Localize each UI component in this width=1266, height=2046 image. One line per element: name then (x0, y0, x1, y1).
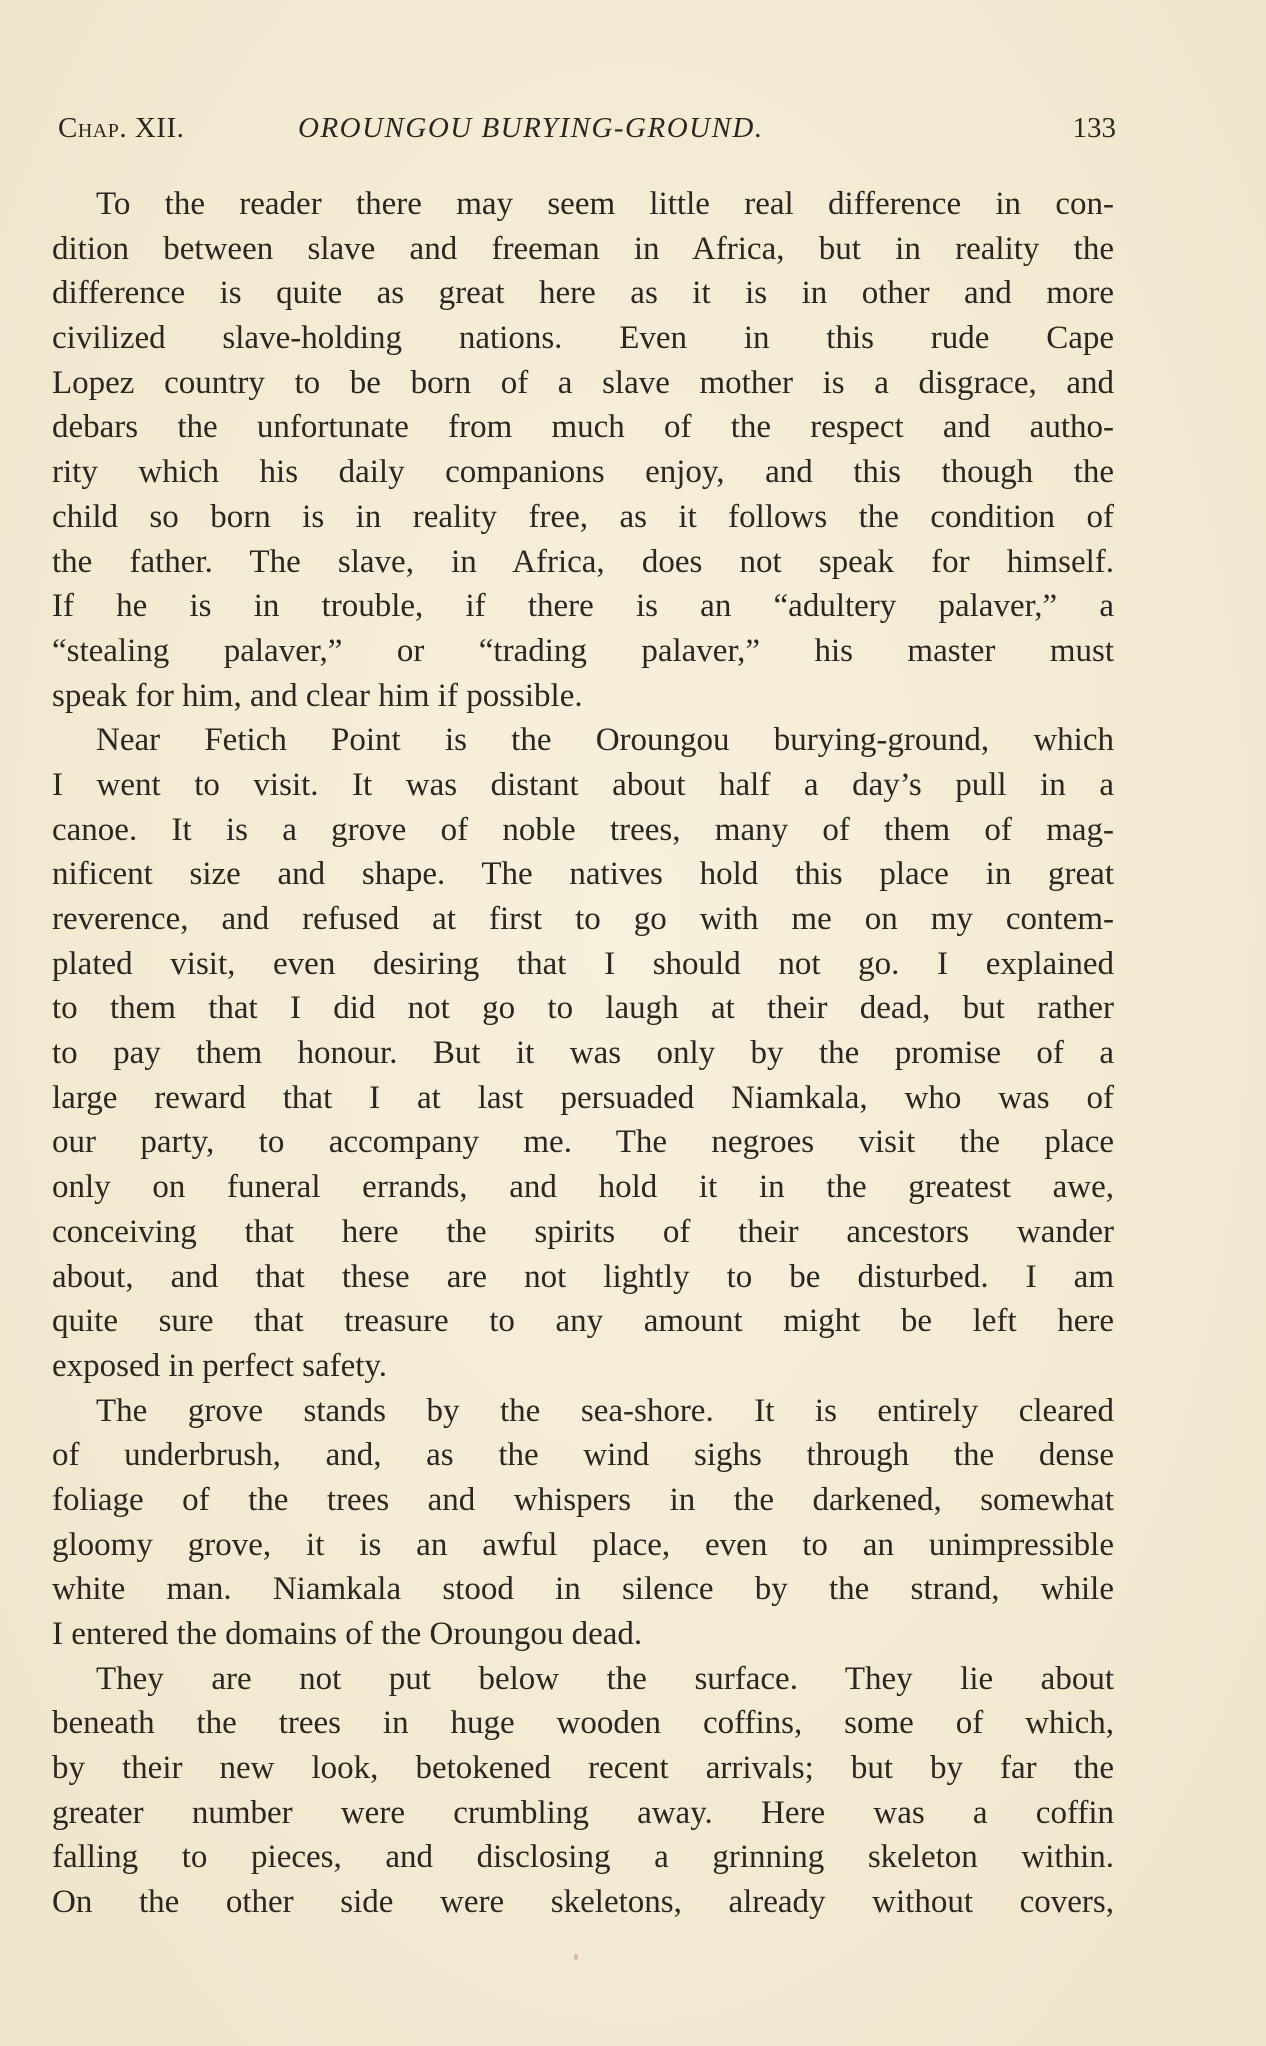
text-line: rity which his daily companions enjoy, and this though the (52, 454, 1114, 491)
page-number: 133 (1072, 112, 1116, 144)
text-line: beneath the trees in huge wooden coffins, some of which, (52, 1705, 1114, 1742)
text-line: I entered the domains of the Oroungou dead. (52, 1616, 643, 1652)
text-line: They are not put below the surface. They lie about (96, 1660, 1114, 1697)
text-line: only on funeral errands, and hold it in the greatest awe, (52, 1169, 1114, 1206)
text-line: white man. Niamkala stood in silence by the strand, while (52, 1571, 1114, 1608)
text-line: greater number were crumbling away. Here was a coffin (52, 1794, 1114, 1831)
text-line: difference is quite as great here as it is in other and more (52, 275, 1114, 312)
text-line: child so born is in reality free, as it follows the condition of (52, 498, 1114, 535)
text-line: foliage of the trees and whispers in the darkened, somewhat (52, 1481, 1114, 1518)
text-line: If he is in trouble, if there is an “adultery palaver,” a (52, 588, 1114, 625)
text-line: large reward that I at last persuaded Niamkala, who was of (52, 1079, 1114, 1116)
chapter-label: Chap. XII. (58, 112, 185, 144)
text-line: canoe. It is a grove of noble trees, many of them of mag- (52, 811, 1114, 848)
text-line: dition between slave and freeman in Africa, but in reality the (52, 230, 1114, 267)
text-line: plated visit, even desiring that I should not go. I explained (52, 945, 1114, 982)
text-line: debars the unfortunate from much of the respect and autho- (52, 409, 1114, 446)
text-line: falling to pieces, and disclosing a grinning skeleton within. (52, 1839, 1114, 1876)
text-line: reverence, and refused at first to go with me on my contem- (52, 901, 1114, 937)
text-line: Lopez country to be born of a slave mother is a disgrace, and (52, 364, 1114, 401)
text-line: conceiving that here the spirits of their ancestors wander (52, 1213, 1114, 1250)
text-line: The grove stands by the sea-shore. It is entirely cleared (96, 1392, 1114, 1429)
text-line: Near Fetich Point is the Oroungou burying-ground, which (96, 722, 1114, 759)
body-text (52, 182, 1114, 1925)
text-line: about, and that these are not lightly to be disturbed. I am (52, 1258, 1114, 1295)
text-line: to pay them honour. But it was only by the promise of a (52, 1035, 1114, 1072)
running-head (58, 108, 1116, 148)
text-line: of underbrush, and, as the wind sighs through the dense (52, 1437, 1114, 1474)
text-line: To the reader there may seem little real difference in con- (96, 186, 1114, 222)
paper-speck (574, 1954, 578, 1960)
text-line: our party, to accompany me. The negroes visit the place (52, 1124, 1114, 1161)
text-line: “stealing palaver,” or “trading palaver,” his master must (52, 632, 1114, 669)
text-line: On the other side were skeletons, already without covers, (52, 1884, 1114, 1921)
running-title: OROUNGOU BURYING-GROUND. (298, 112, 764, 144)
text-line: quite sure that treasure to any amount might be left here (52, 1303, 1114, 1340)
text-line: I went to visit. It was distant about half a day’s pull in a (52, 766, 1114, 803)
text-line: nificent size and shape. The natives hold this place in great (52, 856, 1114, 893)
text-line: by their new look, betokened recent arrivals; but by far the (52, 1750, 1114, 1787)
text-line: speak for him, and clear him if possible. (52, 677, 583, 714)
text-line: exposed in perfect safety. (52, 1347, 388, 1384)
text-line: civilized slave-holding nations. Even in this rude Cape (52, 320, 1114, 357)
text-line: the father. The slave, in Africa, does not speak for himself. (52, 543, 1114, 580)
text-line: gloomy grove, it is an awful place, even to an unimpressible (52, 1526, 1114, 1563)
text-line: to them that I did not go to laugh at their dead, but rather (52, 990, 1114, 1027)
